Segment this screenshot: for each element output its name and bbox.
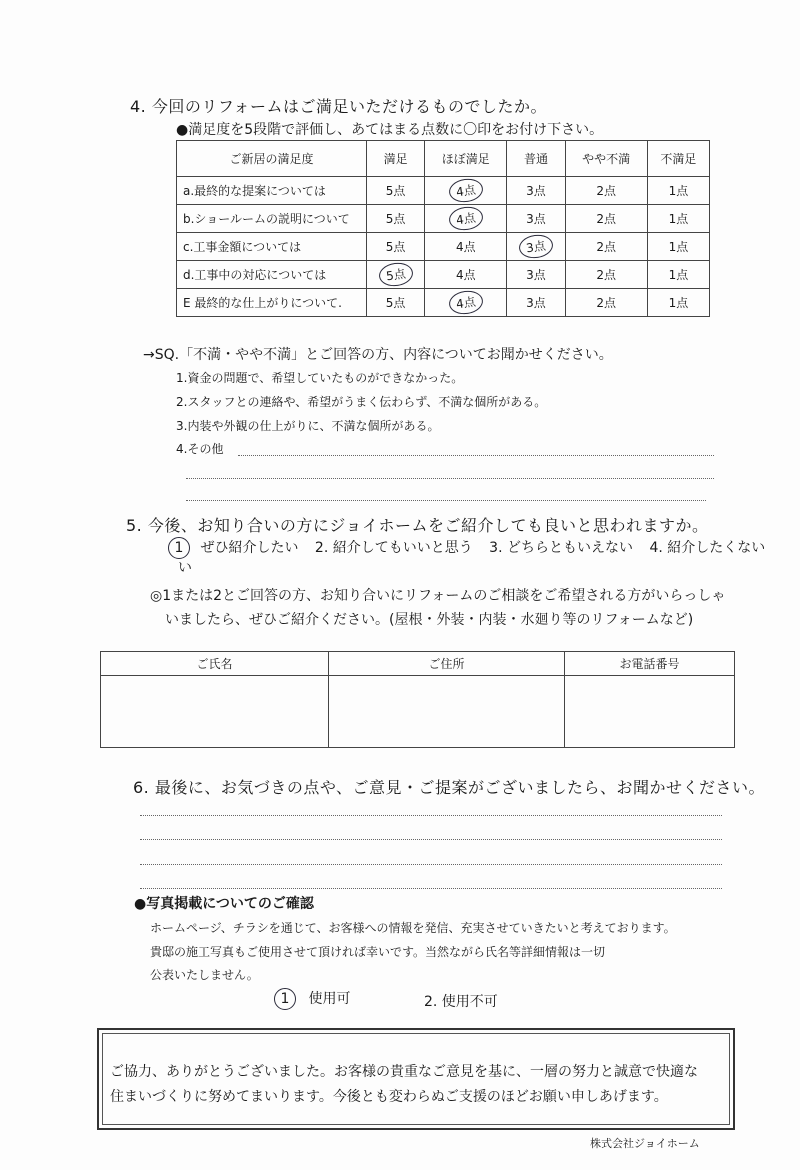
q5-title: 5. 今後、お知り合いの方にジョイホームをご紹介しても良いと思われますか。 [126, 516, 709, 535]
photo-option-2[interactable]: 2. 使用不可 [424, 994, 498, 1010]
score-label: 1点 [668, 184, 689, 198]
score-label: 3点 [518, 233, 555, 260]
q5-wrap-char: い [178, 560, 192, 576]
sq-title: →SQ.「不満・やや不満」とご回答の方、内容についてお聞かせください。 [143, 347, 613, 363]
header-cell: 普通 [507, 141, 565, 177]
score-label: 1点 [668, 240, 689, 254]
q5-option-4[interactable]: 4. 紹介したくない [649, 540, 766, 556]
score-cell[interactable] [507, 177, 565, 205]
sq-option-1: 1.資金の問題で、希望していたものができなかった。 [176, 371, 464, 385]
score-label: 1点 [668, 212, 689, 226]
score-label: 4点 [448, 177, 485, 204]
score-cell[interactable] [647, 177, 709, 205]
comment-line[interactable] [140, 815, 722, 816]
score-cell-selected[interactable] [425, 289, 507, 317]
row-label: c.工事金額については [177, 233, 367, 261]
row-label: E 最終的な仕上がりについて. [177, 289, 367, 317]
score-cell-selected[interactable] [425, 177, 507, 205]
comment-line[interactable] [140, 864, 722, 865]
score-cell[interactable] [367, 205, 425, 233]
score-label: 2点 [596, 184, 616, 198]
header-cell: やや不満 [565, 141, 647, 177]
company-name: 株式会社ジョイホーム [590, 1137, 700, 1150]
q4-instruction: ●満足度を5段階で評価し、あてはまる点数に〇印をお付け下さい。 [176, 122, 604, 138]
address-field[interactable] [329, 676, 565, 748]
header-address: ご住所 [329, 652, 565, 676]
q6-title: 6. 最後に、お気づきの点や、ご意見・ご提案がございましたら、お聞かせください。 [133, 778, 766, 797]
score-cell-selected[interactable] [367, 261, 425, 289]
score-cell[interactable] [425, 233, 507, 261]
score-label: 5点 [385, 184, 406, 198]
score-cell[interactable] [367, 289, 425, 317]
score-cell[interactable] [367, 177, 425, 205]
score-label: 2点 [596, 296, 616, 310]
score-label: 5点 [385, 240, 406, 254]
photo-line3: 公表いたしません。 [150, 968, 259, 982]
sq-option-2: 2.スタッフとの連絡や、希望がうまく伝わらず、不満な個所がある。 [176, 395, 547, 409]
satisfaction-row [177, 233, 710, 261]
header-cell: ご新居の満足度 [177, 141, 367, 177]
header-name: ご氏名 [101, 652, 329, 676]
comment-line[interactable] [140, 839, 722, 840]
q5-note-line2: いましたら、ぜひご紹介ください。(屋根・外装・内装・水廻り等のリフォームなど) [165, 612, 694, 628]
thanks-line2: 住まいづくりに努めてまいります。今後とも変わらぬご支援のほどお願い申しあげます。 [110, 1089, 668, 1105]
satisfaction-table [176, 140, 710, 317]
score-label: 3点 [526, 296, 546, 310]
score-label: 2点 [596, 268, 616, 282]
header-phone: お電話番号 [565, 652, 735, 676]
score-label: 1点 [668, 296, 689, 310]
photo-option-1[interactable] [274, 988, 350, 1010]
score-label: 3点 [526, 212, 546, 226]
satisfaction-row [177, 177, 710, 205]
score-label: 3点 [526, 268, 546, 282]
score-label: 4点 [448, 205, 485, 232]
score-cell[interactable] [565, 261, 647, 289]
score-label: 5点 [385, 296, 406, 310]
score-label: 2点 [596, 240, 616, 254]
referral-table [100, 651, 735, 748]
q5-option-1-label: ぜひ紹介したい [200, 540, 299, 556]
q4-title: 4. 今回のリフォームはご満足いただけるものでしたか。 [130, 97, 548, 116]
header-cell: 不満足 [647, 141, 709, 177]
row-label: d.工事中の対応については [177, 261, 367, 289]
header-cell: ほぼ満足 [425, 141, 507, 177]
phone-field[interactable] [565, 676, 735, 748]
thanks-line1: ご協力、ありがとうございました。お客様の貴重なご意見を基に、一層の努力と誠意で快適な [110, 1064, 698, 1080]
score-cell[interactable] [367, 233, 425, 261]
score-cell[interactable] [647, 289, 709, 317]
score-cell[interactable] [565, 205, 647, 233]
comment-line[interactable] [140, 888, 722, 889]
score-label: 3点 [526, 184, 546, 198]
q5-options [168, 537, 765, 559]
score-label: 4点 [448, 289, 485, 316]
score-label: 2点 [596, 212, 616, 226]
q5-note-line1: ◎1または2とご回答の方、お知り合いにリフォームのご相談をご希望される方がいらっしゃ [150, 588, 726, 604]
score-cell[interactable] [565, 233, 647, 261]
photo-line2: 貴邸の施工写真もご使用させて頂ければ幸いです。当然ながら氏名等詳細情報は一切 [150, 945, 606, 959]
score-label: 1点 [668, 268, 689, 282]
score-cell[interactable] [565, 289, 647, 317]
satisfaction-row [177, 205, 710, 233]
score-cell[interactable] [507, 205, 565, 233]
other-answer-line[interactable] [186, 478, 714, 479]
row-label: a.最終的な提案については [177, 177, 367, 205]
score-cell-selected[interactable] [425, 205, 507, 233]
header-cell: 満足 [367, 141, 425, 177]
sq-option-4: 4.その他 [176, 442, 224, 456]
photo-line1: ホームページ、チラシを通じて、お客様への情報を発信、充実させていきたいと考えております。 [150, 921, 676, 935]
score-cell[interactable] [647, 233, 709, 261]
photo-option-1-label: 使用可 [308, 991, 351, 1007]
score-label: 4点 [455, 240, 476, 254]
score-cell[interactable] [647, 261, 709, 289]
score-cell[interactable] [565, 177, 647, 205]
score-cell[interactable] [507, 289, 565, 317]
satisfaction-row [177, 289, 710, 317]
other-answer-line[interactable] [186, 500, 706, 501]
q5-option-2[interactable]: 2. 紹介してもいいと思う [314, 540, 473, 556]
score-cell-selected[interactable] [507, 233, 565, 261]
photo-option-1-circled[interactable]: 1 [274, 988, 296, 1010]
score-label: 5点 [385, 212, 406, 226]
other-answer-line[interactable] [238, 455, 714, 456]
row-label: b.ショールームの説明について [177, 205, 367, 233]
q5-option-3[interactable]: 3. どちらともいえない [489, 540, 633, 556]
score-cell[interactable] [507, 261, 565, 289]
satisfaction-header-row [177, 141, 710, 177]
score-cell[interactable] [647, 205, 709, 233]
satisfaction-row [177, 261, 710, 289]
name-field[interactable] [101, 676, 329, 748]
q5-option-1-circled[interactable]: 1 [168, 537, 190, 559]
score-cell[interactable] [425, 261, 507, 289]
photo-title: ●写真掲載についてのご確認 [134, 896, 314, 912]
score-label: 4点 [455, 268, 476, 282]
score-label: 5点 [377, 261, 414, 288]
sq-option-3: 3.内装や外観の仕上がりに、不満な個所がある。 [176, 419, 440, 433]
